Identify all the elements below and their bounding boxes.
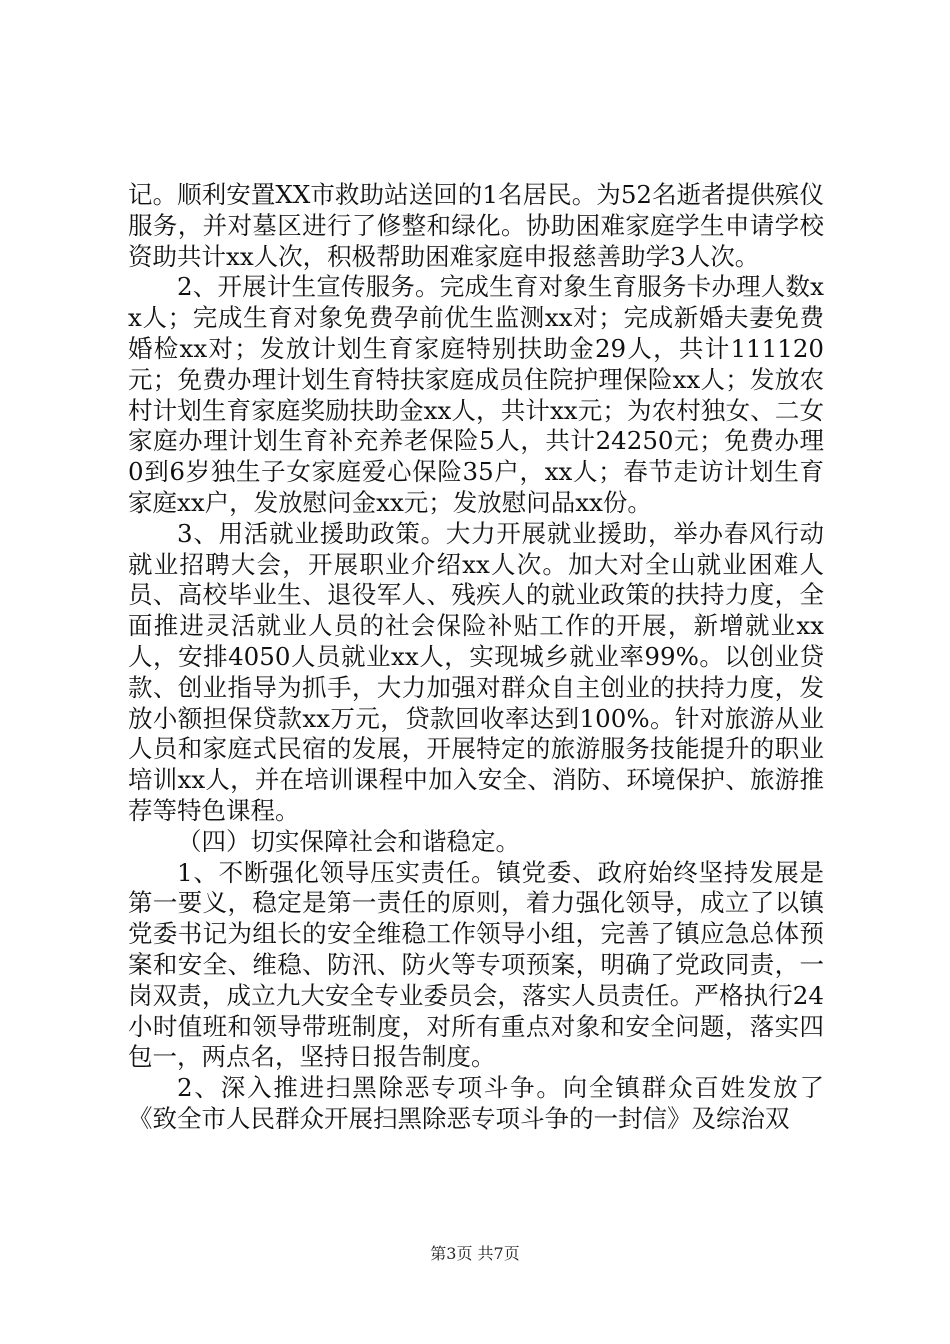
document-body xyxy=(128,180,824,1135)
paragraph-family-planning: 2、开展计生宣传服务。完成生育对象生育服务卡办理人数xx人；完成生育对象免费孕前优生监测xx对；完成新婚夫妻免费婚检xx对；发放计划生育家庭特别扶助金29人，共计111120元；免费办理计划生育特扶家庭成员住院护理保险xx人；发放农村计划生育家庭奖励扶助金xx人，共计xx元；为农村独女、二女家庭办理计划生育补充养老保险5人，共计24250元；免费办理0到6岁独生子女家庭爱心保险35户，xx人；春节走访计划生育家庭xx户，发放慰问金xx元；发放慰问品xx份。 xyxy=(128,272,824,517)
paragraph-continuation: 记。顺利安置XX市救助站送回的1名居民。为52名逝者提供殡仪服务，并对墓区进行了修整和绿化。协助困难家庭学生申请学校资助共计xx人次，积极帮助困难家庭申报慈善助学3人次。 xyxy=(128,180,824,271)
section-heading-social-stability: （四）切实保障社会和谐稳定。 xyxy=(177,826,520,856)
paragraph-leadership: 1、不断强化领导压实责任。镇党委、政府始终坚持发展是第一要义，稳定是第一责任的原则，着力强化领导，成立了以镇党委书记为组长的安全维稳工作领导小组，完善了镇应急总体预案和安全、维稳、防汛、防火等专项预案，明确了党政同责，一岗双责，成立九大安全专业委员会，落实人员责任。严格执行24小时值班和领导带班制度，对所有重点对象和安全问题，落实四包一，两点名，坚持日报告制度。 xyxy=(128,857,824,1072)
paragraph-anti-crime: 2、深入推进扫黑除恶专项斗争。向全镇群众百姓发放了《致全市人民群众开展扫黑除恶专项斗争的一封信》及综治双 xyxy=(128,1073,824,1133)
paragraph-employment: 3、用活就业援助政策。大力开展就业援助，举办春风行动就业招聘大会，开展职业介绍xx人次。加大对全山就业困难人员、高校毕业生、退役军人、残疾人的就业政策的扶持力度，全面推进灵活就业人员的社会保险补贴工作的开展，新增就业xx人，安排4050人员就业xx人，实现城乡就业率99%。以创业贷款、创业指导为抓手，大力加强对群众自主创业的扶持力度，发放小额担保贷款xx万元，贷款回收率达到100%。针对旅游从业人员和家庭式民宿的发展，开展特定的旅游服务技能提升的职业培训xx人，并在培训课程中加入安全、消防、环境保护、旅游推荐等特色课程。 xyxy=(128,518,824,825)
page-number: 第3页 共7页 xyxy=(430,1244,520,1263)
page-footer xyxy=(0,1244,950,1264)
